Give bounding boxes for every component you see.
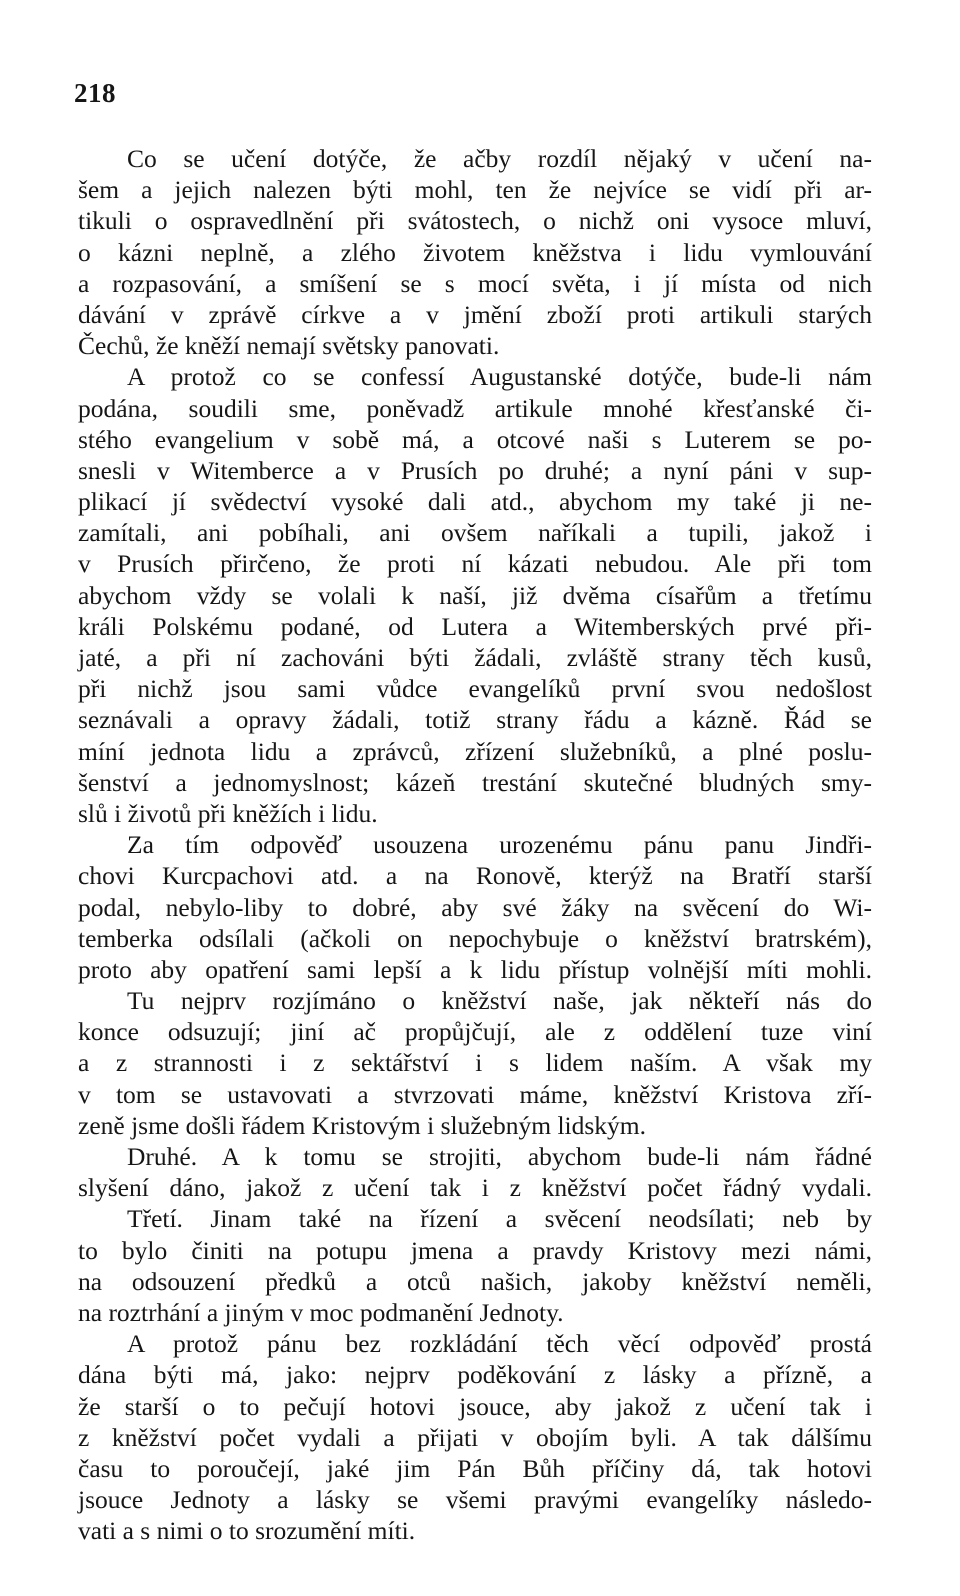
text-line: seznávali a opravy žádali, totiž strany řádu a kázně. Řád se (78, 705, 872, 735)
text-line: stého evangelium v sobě má, a otcové naši s Luterem se po- (78, 424, 872, 454)
text-line: dána býti má, jako: nejprv poděkování z lásky a přízně, a (78, 1360, 872, 1390)
text-line: dávání v zprávě církve a v jmění zboží proti artikuli starých (78, 299, 872, 329)
text-line: z kněžství počet vydali a přijati v obojím byli. A tak dálšímu (78, 1422, 872, 1452)
text-line: snesli v Witemberce a v Prusích po druhé; a nyní páni v sup- (78, 455, 872, 485)
text-line: temberka odsílali (ačkoli on nepochybuje o kněžství bratrském), (78, 923, 872, 953)
text-line: proto aby opatření sami lepší a k lidu přístup volnější míti mohli. (78, 954, 872, 984)
text-line: chovi Kurcpachovi atd. a na Ronově, kterýž na Bratří starší (78, 861, 872, 891)
text-line: v tom se ustavovati a stvrzovati máme, kněžství Kristova zří- (78, 1079, 872, 1109)
text-line: šenství a jednomyslnost; kázeň trestání skutečné bludných smy- (78, 767, 872, 797)
text-line: podal, nebylo-liby to dobré, aby své žáky na svěcení do Wi- (78, 892, 872, 922)
text-line: Druhé. A k tomu se strojiti, abychom bude-li nám řádné (127, 1142, 872, 1171)
text-line: na roztrhání a jiným v moc podmanění Jednoty. (78, 1297, 564, 1327)
text-line: jaté, a při ní zachováni býti žádali, zvláště strany těch kusů, (78, 643, 872, 672)
text-line: Za tím odpověď usouzena urozenému pánu panu Jindři- (127, 830, 872, 860)
text-line: vati a s nimi o to srozumění míti. (78, 1516, 416, 1546)
text-line: šem a jejich nalezen býti mohl, ten že nejvíce se vidí při ar- (78, 175, 872, 205)
text-line: zamítali, ani pobíhali, ani ovšem naříkali a tupili, jakož i (78, 518, 872, 548)
text-line: plikací jí svědectví vysoké dali atd., abychom my také ji ne- (78, 487, 872, 517)
text-line: konce odsuzují; jiní ač propůjčují, ale z oddělení tuze viní (78, 1017, 872, 1047)
text-line: Čechů, že kněží nemají světsky panovati. (78, 331, 500, 361)
text-line: slyšení dáno, jakož z učení tak i z kněžství počet řádný vydali. (78, 1173, 872, 1203)
text-line: času to poroučejí, jaké jim Pán Bůh příčiny dá, tak hotovi (78, 1453, 872, 1483)
text-line: to bylo činiti na potupu jmena a pravdy Kristovy mezi námi, (78, 1235, 872, 1265)
text-line: na odsouzení předků a otců našich, jakoby kněžství neměli, (78, 1266, 872, 1296)
text-line: jsouce Jednoty a lásky se všemi pravými evangelíky následo- (78, 1485, 872, 1515)
text-line: králi Polskému podané, od Lutera a Witemberských prvé při- (78, 611, 872, 641)
text-line: Co se učení dotýče, že ačby rozdíl nějaký v učení na- (127, 144, 872, 173)
text-line: a rozpasování, a smíšení se s mocí světa, i jí místa od nich (78, 268, 872, 298)
text-line: A protož pánu bez rozkládání těch věcí odpověď prostá (127, 1329, 872, 1359)
page-number: 218 (74, 78, 116, 108)
text-line: o kázni neplně, a zlého životem kněžstva i lidu vymlouvání (78, 237, 872, 267)
text-line: A protož co se confessí Augustanské dotýče, bude-li nám (127, 362, 872, 392)
text-line: že starší o to pečují hotovi jsouce, aby jakož z učení tak i (78, 1391, 872, 1421)
text-line: Třetí. Jinam také na řízení a svěcení neodsílati; neb by (127, 1204, 872, 1234)
text-line: a z strannosti i z sektářství i s lidem naším. A však my (78, 1048, 872, 1078)
text-line: míní jednota lidu a zprávců, zřízení služebníků, a plné poslu- (78, 736, 872, 766)
text-line: Tu nejprv rozjímáno o kněžství naše, jak někteří nás do (127, 986, 872, 1016)
text-line: tikuli o ospravedlnění při svátostech, o nichž oni vysoce mluví, (78, 206, 872, 236)
text-line: abychom vždy se volali k naší, již dvěma císařům a třetímu (78, 580, 872, 610)
text-line: při nichž jsou sami vůdce evangelíků první svou nedošlost (78, 674, 872, 704)
text-line: slů i životů při kněžích i lidu. (78, 798, 378, 828)
text-line: v Prusích přirčeno, že proti ní kázati nebudou. Ale při tom (78, 549, 872, 579)
body-text (78, 143, 872, 1546)
text-line: zeně jsme došli řádem Kristovým i služebným lidským. (78, 1110, 646, 1140)
text-line: podána, soudili sme, poněvadž artikule mnohé křesťanské či- (78, 393, 872, 423)
